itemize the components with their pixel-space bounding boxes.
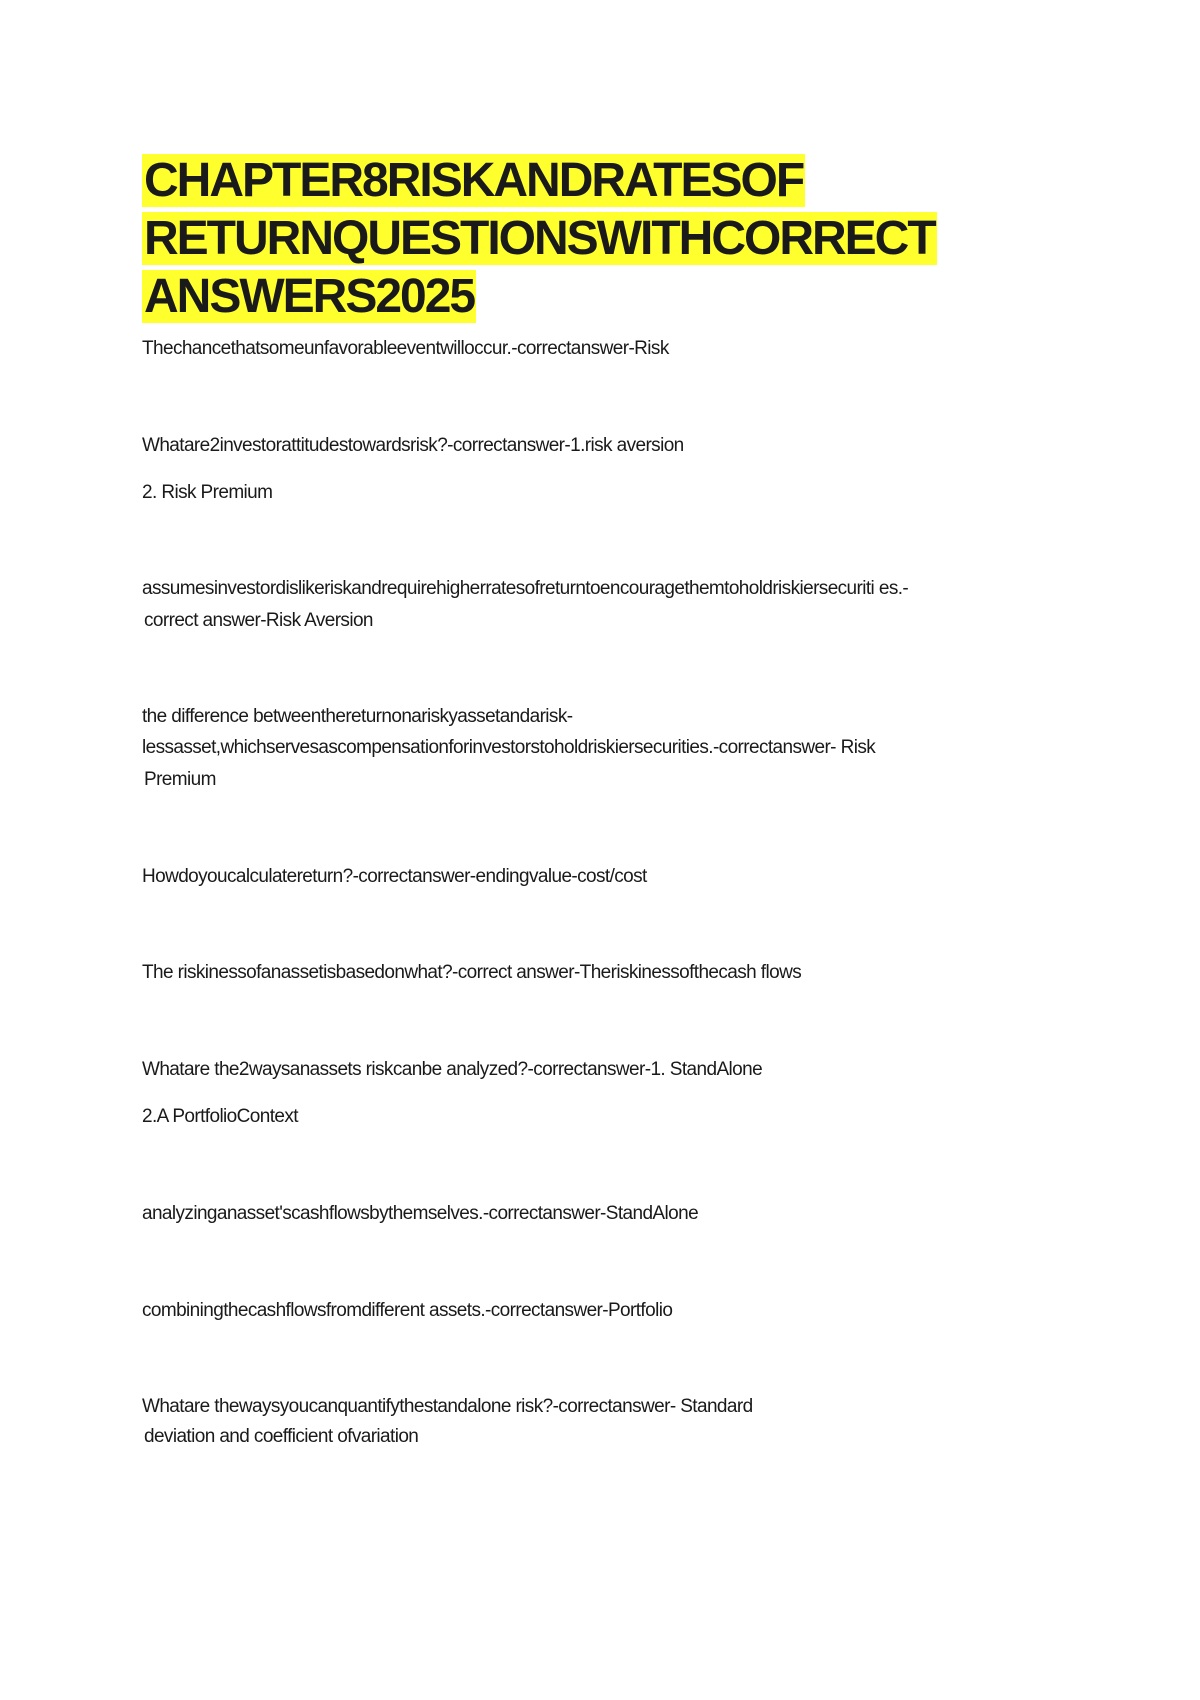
qa-line-10: The riskinessofanassetisbasedonwhat?-correct answer-Theriskinessofthecash flows xyxy=(142,962,802,983)
qa-line-9: Howdoyoucalculatereturn?-correctanswer-endingvalue-cost/cost xyxy=(142,866,647,887)
qa-line-13: analyzinganasset'scashflowsbythemselves.-correctanswer-StandAlone xyxy=(142,1203,699,1224)
qa-line-15: Whatare thewaysyoucanquantifythestandalone risk?-correctanswer- Standard xyxy=(142,1396,753,1417)
qa-line-4: assumesinvestordislikeriskandrequirehigherratesofreturntoencouragethemtoholdriskiersecuriti es.- xyxy=(142,578,909,599)
qa-line-12: 2.A PortfolioContext xyxy=(142,1106,298,1127)
qa-line-14: combiningthecashflowsfromdifferent assets.-correctanswer-Portfolio xyxy=(142,1300,673,1321)
qa-line-2: Whatare2investorattitudestowardsrisk?-correctanswer-1.risk aversion xyxy=(142,435,684,456)
qa-line-7: lessasset,whichservesascompensationforinvestorstoholdriskiersecurities.-correctanswer- Risk xyxy=(142,737,876,758)
document-title xyxy=(142,152,1022,326)
qa-line-3: 2. Risk Premium xyxy=(142,482,273,503)
qa-line-5: correct answer-Risk Aversion xyxy=(144,610,373,631)
qa-line-16: deviation and coefficient ofvariation xyxy=(144,1426,419,1447)
qa-line-8: Premium xyxy=(144,769,216,790)
qa-line-1: Thechancethatsomeunfavorableeventwilloccur.-correctanswer-Risk xyxy=(142,338,669,359)
title-highlight: CHAPTER8RISKANDRATESOF RETURNQUESTIONSWITHCORRECT ANSWERS2025 xyxy=(144,154,935,323)
qa-line-6: the difference betweenthereturnonariskyassetandarisk- xyxy=(142,706,573,727)
qa-line-11: Whatare the2waysanassets riskcanbe analyzed?-correctanswer-1. StandAlone xyxy=(142,1059,763,1080)
